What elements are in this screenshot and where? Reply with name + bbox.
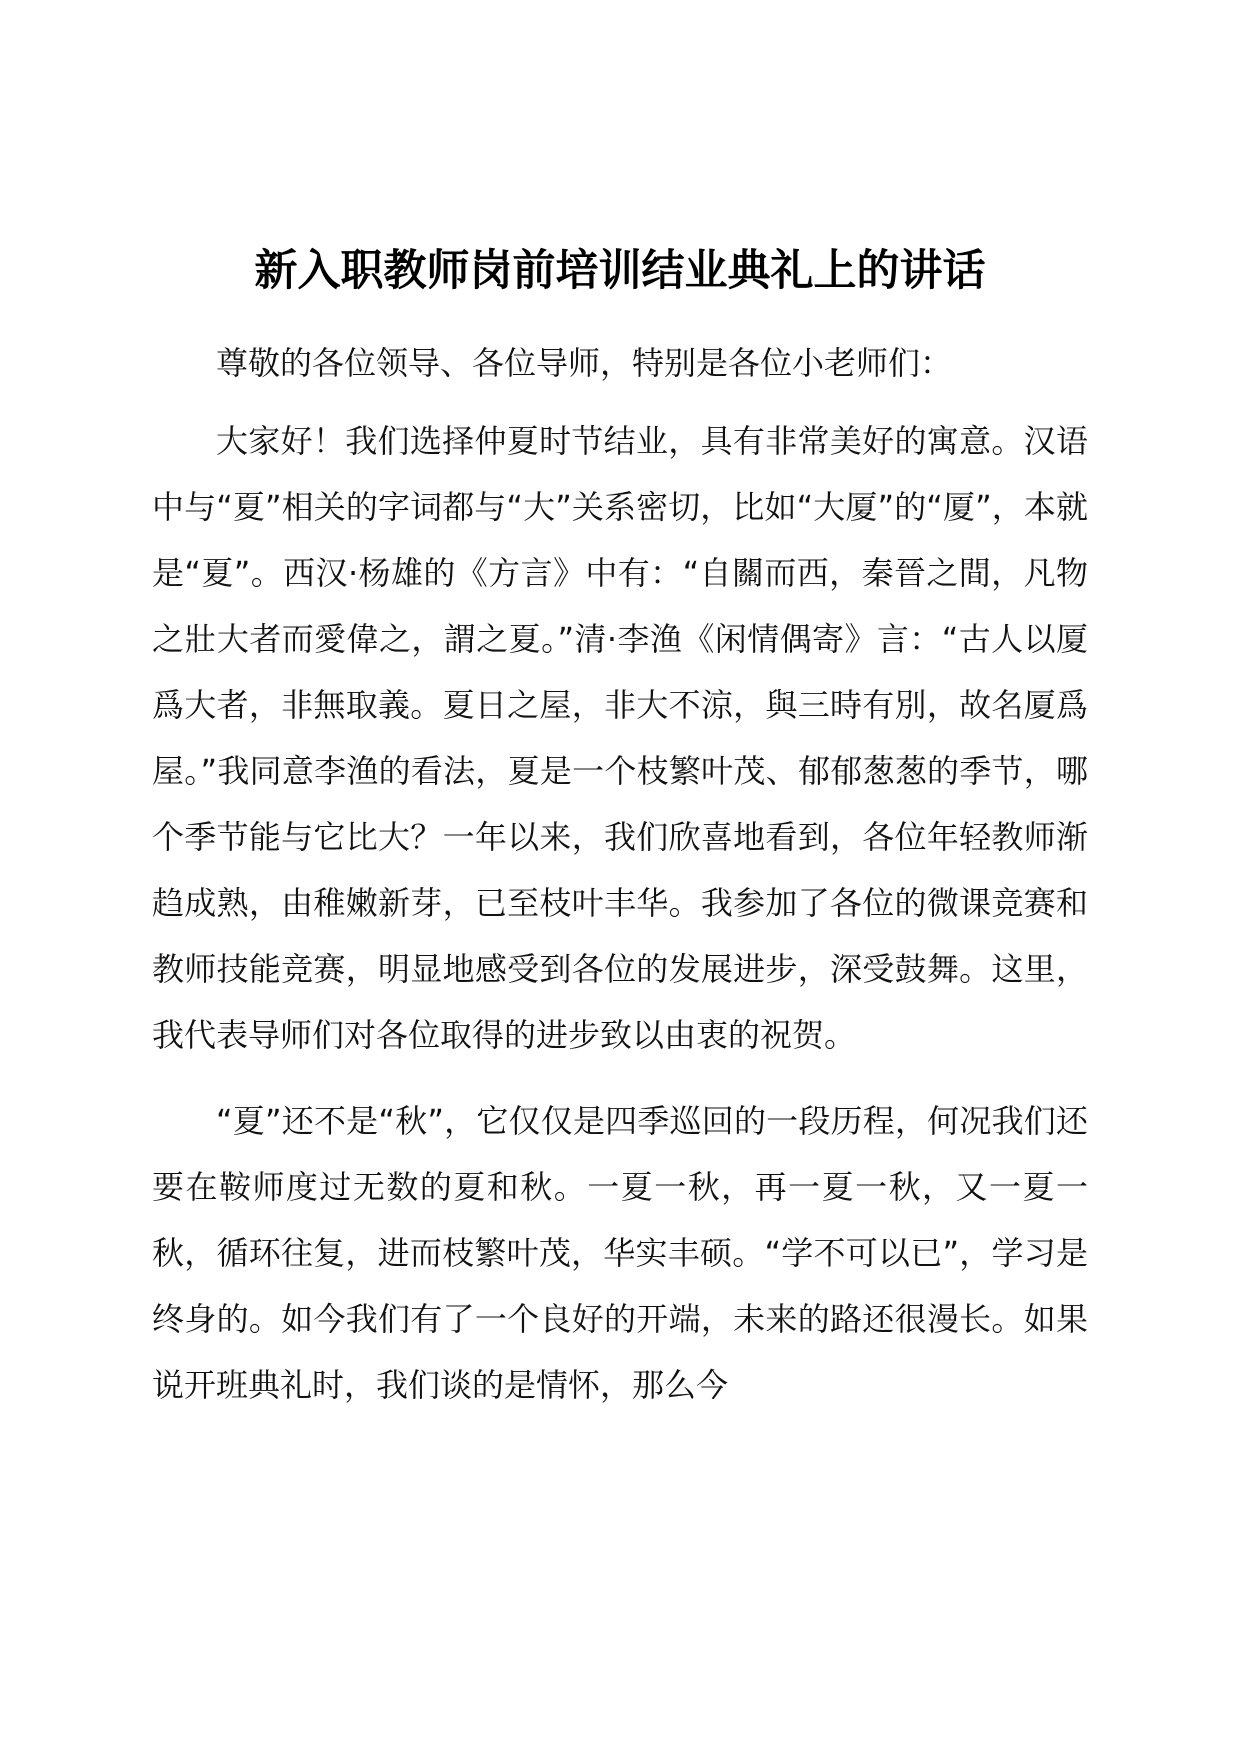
document-body — [152, 240, 1088, 1438]
document-title: 新入职教师岗前培训结业典礼上的讲话 — [254, 246, 986, 296]
salutation: 尊敬的各位领导、各位导师，特别是各位小老师们： — [216, 344, 953, 382]
paragraph-1: 大家好！我们选择仲夏时节结业，具有非常美好的寓意。汉语中与“夏”相关的字词都与“大”关系密切，比如“大厦”的“厦”，本就是“夏”。西汉·杨雄的《方言》中有：“自關而西，秦晉之間，凡物之壯大者而愛偉之，謂之夏。”清·李渔《闲情偶寄》言：“古人以厦爲大者，非無取義。夏日之屋，非大不涼，與三時有別，故名厦爲屋。”我同意李渔的看法，夏是一个枝繁叶茂、郁郁葱葱的季节，哪个季节能与它比大？一年以来，我们欣喜地看到，各位年轻教师渐趋成熟，由稚嫩新芽，已至枝叶丰华。我参加了各位的微课竞赛和教师技能竞赛，明显地感受到各位的发展进步，深受鼓舞。这里，我代表导师们对各位取得的进步致以由衷的祝贺。 — [152, 422, 1088, 1054]
paragraph-2: “夏”还不是“秋”，它仅仅是四季巡回的一段历程，何况我们还要在鞍师度过无数的夏和秋。一夏一秋，再一夏一秋，又一夏一秋，循环往复，进而枝繁叶茂，华实丰硕。“学不可以已”，学习是终身的。如今我们有了一个良好的开端，未来的路还很漫长。如果说开班典礼时，我们谈的是情怀，那么今 — [152, 1102, 1088, 1404]
